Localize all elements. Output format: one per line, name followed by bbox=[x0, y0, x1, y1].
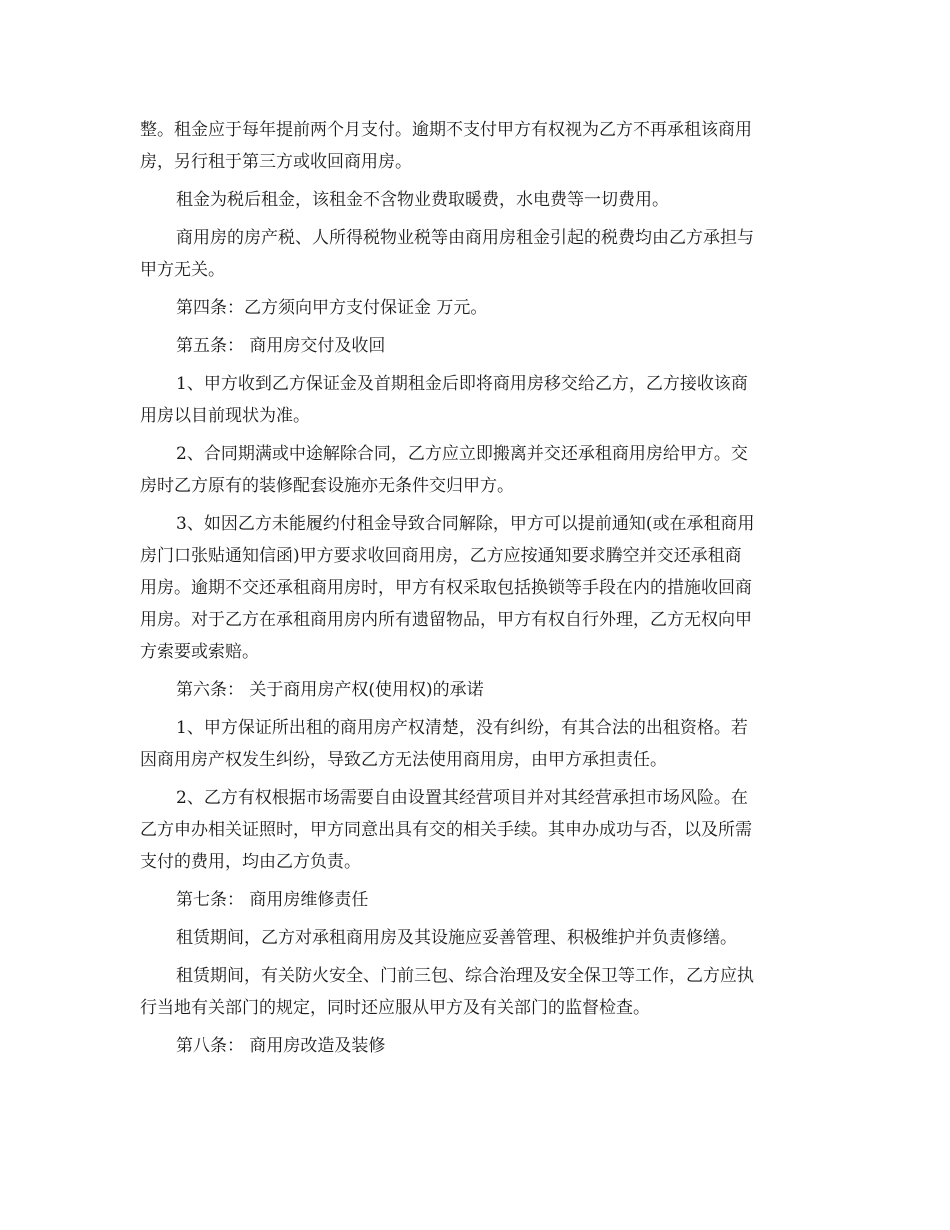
paragraph bbox=[140, 712, 816, 776]
paragraph bbox=[140, 184, 816, 216]
paragraph bbox=[140, 330, 816, 362]
paragraph bbox=[140, 674, 816, 706]
text-line: 用房。对于乙方在承租商用房内所有遗留物品，甲方有权自行外理，乙方无权向甲 bbox=[140, 610, 752, 630]
text-line: 因商用房产权发生纠纷，导致乙方无法使用商用房，由甲方承担责任。 bbox=[140, 750, 667, 770]
paragraph bbox=[140, 782, 816, 878]
paragraph bbox=[140, 960, 816, 1024]
paragraph bbox=[140, 884, 816, 916]
text-line: 用房以目前现状为准。 bbox=[140, 406, 310, 426]
paragraph bbox=[140, 438, 816, 502]
text-line: 甲方无关。 bbox=[140, 260, 225, 280]
text-line: 用房。逾期不交还承租商用房时，甲方有权采取包括换锁等手段在内的措施收回商 bbox=[140, 578, 752, 598]
text-line: 第五条： 商用房交付及收回 bbox=[176, 336, 386, 356]
paragraph bbox=[140, 292, 816, 324]
text-line: 商用房的房产税、人所得税物业税等由商用房租金引起的税费均由乙方承担与 bbox=[176, 228, 754, 248]
paragraph bbox=[140, 222, 816, 286]
text-line: 乙方申办相关证照时，甲方同意出具有交的相关手续。其申办成功与否，以及所需 bbox=[140, 820, 752, 840]
text-line: 租赁期间，乙方对承租商用房及其设施应妥善管理、积极维护并负责修缮。 bbox=[176, 928, 737, 948]
text-line: 第七条： 商用房维修责任 bbox=[176, 890, 369, 910]
text-line: 房门口张贴通知信函)甲方要求收回商用房，乙方应按通知要求腾空并交还承租商 bbox=[140, 546, 742, 566]
text-line: 1、甲方保证所出租的商用房产权清楚，没有纠纷，有其合法的出租资格。若 bbox=[176, 718, 748, 738]
text-line: 支付的费用，均由乙方负责。 bbox=[140, 852, 361, 872]
text-line: 方索要或索赔。 bbox=[140, 642, 259, 662]
text-line: 房时乙方原有的装修配套设施亦无条件交归甲方。 bbox=[140, 476, 514, 496]
paragraph bbox=[140, 922, 816, 954]
paragraph bbox=[140, 114, 816, 178]
text-line: 2、乙方有权根据市场需要自由设置其经营项目并对其经营承担市场风险。在 bbox=[176, 788, 748, 808]
text-line: 2、合同期满或中途解除合同，乙方应立即搬离并交还承租商用房给甲方。交 bbox=[176, 444, 748, 464]
text-line: 第四条：乙方须向甲方支付保证金 万元。 bbox=[176, 298, 488, 318]
text-line: 整。租金应于每年提前两个月支付。逾期不支付甲方有权视为乙方不再承租该商用 bbox=[140, 120, 752, 140]
text-line: 3、如因乙方未能履约付租金导致合同解除，甲方可以提前通知(或在承租商用 bbox=[176, 514, 755, 534]
text-line: 房，另行租于第三方或收回商用房。 bbox=[140, 152, 412, 172]
text-line: 租赁期间，有关防火安全、门前三包、综合治理及安全保卫等工作，乙方应执 bbox=[176, 966, 754, 986]
text-line: 租金为税后租金，该租金不含物业费取暖费，水电费等一切费用。 bbox=[176, 190, 669, 210]
paragraph bbox=[140, 1030, 816, 1062]
paragraph bbox=[140, 368, 816, 432]
document-body bbox=[140, 114, 816, 1062]
text-line: 第六条： 关于商用房产权(使用权)的承诺 bbox=[176, 680, 484, 700]
text-line: 行当地有关部门的规定，同时还应服从甲方及有关部门的监督检查。 bbox=[140, 998, 650, 1018]
text-line: 第八条： 商用房改造及装修 bbox=[176, 1036, 386, 1056]
paragraph bbox=[140, 508, 816, 668]
text-line: 1、甲方收到乙方保证金及首期租金后即将商用房移交给乙方，乙方接收该商 bbox=[176, 374, 748, 394]
